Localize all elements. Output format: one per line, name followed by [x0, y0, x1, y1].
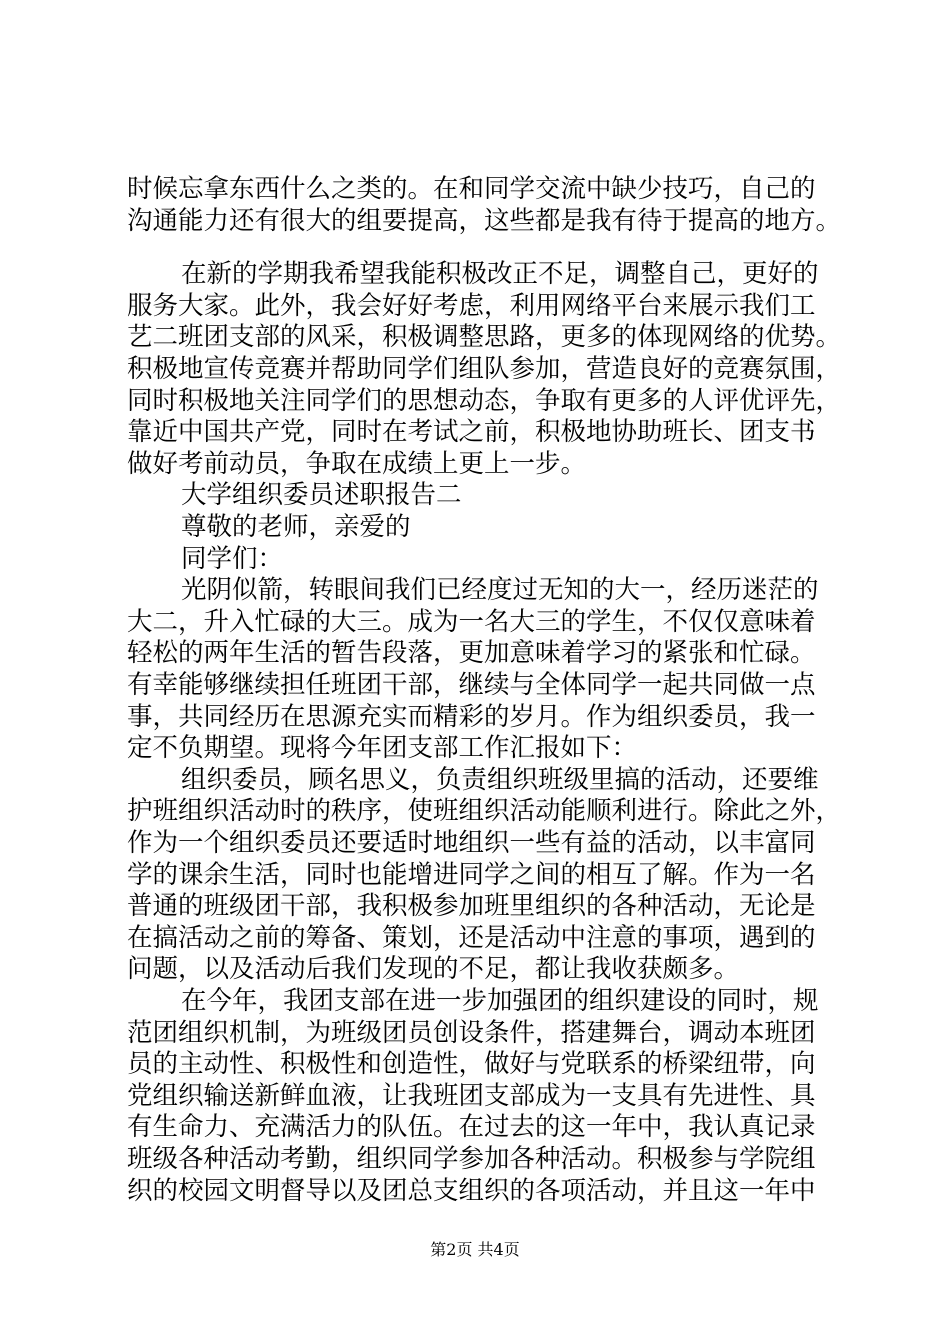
text-line: 护班组织活动时的秩序，使班组织活动能顺利进行。除此之外， [127, 796, 842, 826]
salutation-line: 尊敬的老师，亲爱的 [181, 512, 411, 542]
text-line: 服务大家。此外，我会好好考虑，利用网络平台来展示我们工 [127, 291, 816, 321]
text-line: 班级各种活动考勤，组织同学参加各种活动。积极参与学院组 [127, 1144, 816, 1174]
text-line: 定不负期望。现将今年团支部工作汇报如下： [127, 733, 638, 763]
paragraph-first-line: 光阴似箭，转眼间我们已经度过无知的大一，经历迷茫的 [181, 575, 819, 605]
text-line: 积极地宣传竞赛并帮助同学们组队参加，营造良好的竞赛氛围， [127, 354, 842, 384]
text-line: 轻松的两年生活的暂告段落，更加意味着学习的紧张和忙碌。 [127, 638, 816, 668]
text-line: 学的课余生活，同时也能增进同学之间的相互了解。作为一名 [127, 860, 816, 890]
text-line: 大二，升入忙碌的大三。成为一名大三的学生，不仅仅意味着 [127, 607, 816, 637]
salutation-line: 同学们： [181, 544, 284, 574]
section-heading: 大学组织委员述职报告二 [181, 480, 462, 510]
page-number-footer: 第2页 共4页 [430, 1240, 520, 1259]
text-line: 在搞活动之前的筹备、策划，还是活动中注意的事项，遇到的 [127, 923, 816, 953]
text-line: 普通的班级团干部，我积极参加班里组织的各种活动，无论是 [127, 891, 816, 921]
text-line: 作为一个组织委员还要适时地组织一些有益的活动，以丰富同 [127, 828, 816, 858]
text-line: 艺二班团支部的风采，积极调整思路，更多的体现网络的优势。 [127, 322, 842, 352]
text-line: 同时积极地关注同学们的思想动态，争取有更多的人评优评先， [127, 386, 842, 416]
text-line: 织的校园文明督导以及团总支组织的各项活动，并且这一年中 [127, 1176, 816, 1206]
text-line: 有生命力、充满活力的队伍。在过去的这一年中，我认真记录 [127, 1112, 816, 1142]
text-line: 时候忘拿东西什么之类的。在和同学交流中缺少技巧，自己的 [127, 174, 816, 204]
text-line: 靠近中国共产党，同时在考试之前，积极地协助班长、团支书 [127, 417, 816, 447]
text-line: 做好考前动员，争取在成绩上更上一步。 [127, 449, 587, 479]
paragraph-first-line: 组织委员，顾名思义，负责组织班级里搞的活动，还要维 [181, 765, 819, 795]
text-line: 员的主动性、积极性和创造性，做好与党联系的桥梁纽带，向 [127, 1049, 816, 1079]
text-line: 范团组织机制，为班级团员创设条件，搭建舞台，调动本班团 [127, 1018, 816, 1048]
text-line: 有幸能够继续担任班团干部，继续与全体同学一起共同做一点 [127, 670, 816, 700]
paragraph-first-line: 在新的学期我希望我能积极改正不足，调整自己，更好的 [181, 259, 819, 289]
text-line: 沟通能力还有很大的组要提高，这些都是我有待于提高的地方。 [127, 206, 842, 236]
text-line: 事，共同经历在思源充实而精彩的岁月。作为组织委员，我一 [127, 702, 816, 732]
paragraph-first-line: 在今年，我团支部在进一步加强团的组织建设的同时，规 [181, 986, 819, 1016]
text-line: 问题，以及活动后我们发现的不足，都让我收获颇多。 [127, 954, 740, 984]
text-line: 党组织输送新鲜血液，让我班团支部成为一支具有先进性、具 [127, 1081, 816, 1111]
